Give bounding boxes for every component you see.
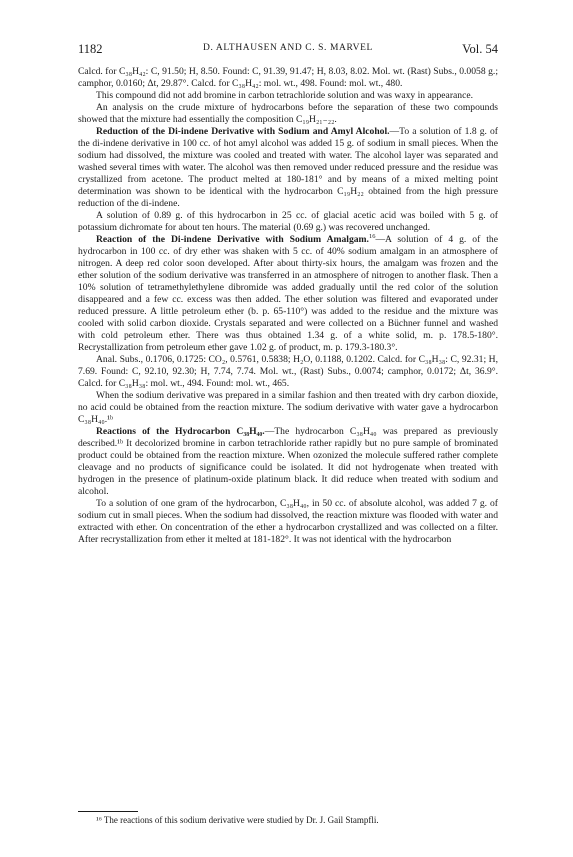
- paragraph-sodium-alcohol: To a solution of one gram of the hydrocarbon, C₃₈H₄₀, in 50 cc. of absolute alcohol, was added 7 g. of sodium cut in small pieces. When the sodium had dissolved, the reaction mixture was flooded with water and extracted with ether. On concentration of the ether a hydrocarbon crystallized and was collected on a filter. After recrystallization from ether it melted at 181-182°. It was not identical with the hydrocarbon: [78, 498, 498, 545]
- paragraph-reduction-text: —To a solution of 1.8 g. of the di-indene derivative in 100 cc. of hot amyl alcohol was added 15 g. of sodium in small pieces. When the sodium had dissolved, the mixture was cooled and treated with water. The alcohol layer was separated and washed several times with water. The alcohol was then removed under reduced pressure and the residue was crystallized from acetone. The product melted at 180-181° and by means of a mixed melting point determination was shown to be identical with the hydrocarbon C₁₉H₂₂ obtained from the high pressure reduction of the di-indene.: [78, 126, 498, 209]
- page-number: 1182: [78, 42, 103, 56]
- footnote-16: ¹⁶ The reactions of this sodium derivative were studied by Dr. J. Gail Stampfli.: [96, 815, 379, 825]
- running-title: D. ALTHAUSEN AND C. S. MARVEL: [203, 43, 373, 53]
- section-heading-amalgam: Reaction of the Di-indene Derivative with Sodium Amalgam.: [96, 234, 369, 245]
- paragraph-dichromate: A solution of 0.89 g. of this hydrocarbon in 25 cc. of glacial acetic acid was boiled with 5 g. of potassium dichromate for about ten hours. The material (0.69 g.) was recovered unchanged.: [78, 210, 498, 233]
- paragraph-bromine-note: This compound did not add bromine in carbon tetrachloride solution and was waxy in appearance.: [96, 90, 473, 101]
- paragraph-amalgam: [78, 234, 498, 354]
- paragraph-carbon-dioxide: When the sodium derivative was prepared in a similar fashion and then treated with dry carbon dioxide, no acid could be obtained from the reaction mixture. The sodium derivative with water gave a hydrocarbon C₃₈H₄₀.¹ᵇ: [78, 390, 498, 425]
- paragraph-reduction-amyl: [78, 126, 498, 210]
- footnote-rule: [78, 811, 138, 812]
- paragraph-hydrocarbon-text: —The hydrocarbon C₃₈H₄₀ was prepared as previously described.¹ᵇ It decolorized bromine in carbon tetrachloride rather rapidly but no pure sample of brominated product could be obtained from the reaction mixture. When ozonized the molecule suffered rather complete cleavage and no products of significance could be isolated. It did not hydrogenate when treated with hydrogen in the presence of platinum-oxide platinum black. It did reduce when treated with sodium and alcohol.: [78, 426, 498, 497]
- section-heading-reduction: Reduction of the Di-indene Derivative with Sodium and Amyl Alcohol.: [96, 126, 390, 137]
- volume-label: Vol. 54: [462, 42, 498, 56]
- article-body: [78, 66, 498, 546]
- paragraph-amalgam-text: —A solution of 4 g. of the hydrocarbon in 100 cc. of dry ether was shaken with 5 cc. of 40% sodium amalgam in an atmosphere of nitrogen. A deep red color soon developed. After about thirty-six hours, the amalgam was frozen and the ether solution of the sodium derivative was transferred in an atmosphere of nitrogen to another flask. Then a 10% solution of tetramethylethylene dibromide was added gradually until the red color of the solution disappeared and a few cc. excess was then added. The ether solution was filtered and evaporated under reduced pressure. A little petroleum ether (b. p. 65-110°) was added to the residue and the mixture was cooled with solid carbon dioxide. Crystals separated and were collected on a Büchner funnel and washed with cold petroleum ether. There was thus obtained 1.34 g. of a white solid, m. p. 178.5-180°. Recrystallization from petroleum ether gave 1.02 g. of product, m. p. 179.3-180.3°.: [78, 234, 498, 353]
- paragraph-hydrocarbon-reactions: [78, 426, 498, 498]
- paragraph-analysis-1: Calcd. for C₃₈H₄₂: C, 91.50; H, 8.50. Found: C, 91.39, 91.47; H, 8.03, 8.02. Mol. wt. (Rast) Subs., 0.0058 g.; camphor, 0.0160; Δt, 29.87°. Calcd. for C₃₈H₄₂: mol. wt., 498. Found: mol. wt., 480.: [78, 66, 498, 89]
- section-heading-hydrocarbon: Reactions of the Hydrocarbon C₃₈H₄₀.: [96, 426, 265, 437]
- page-header: [78, 42, 498, 58]
- paragraph-crude-mixture: An analysis on the crude mixture of hydrocarbons before the separation of these two compounds showed that the mixture had essentially the composition C₁₉H₂₁₋₂₂.: [78, 102, 498, 125]
- footnote-ref-16: 16: [368, 232, 376, 240]
- paragraph-analysis-2: Anal. Subs., 0.1706, 0.1725: CO₂, 0.5761, 0.5838; H₂O, 0.1188, 0.1202. Calcd. for C₃₈H₃₈: C, 92.31; H, 7.69. Found: C, 92.10, 92.30; H, 7.74, 7.74. Mol. wt., (Rast) Subs., 0.0074; camphor, 0.0172; Δt, 36.9°. Calcd. for C₃₈H₃₈: mol. wt., 494. Found: mol. wt., 465.: [78, 354, 498, 389]
